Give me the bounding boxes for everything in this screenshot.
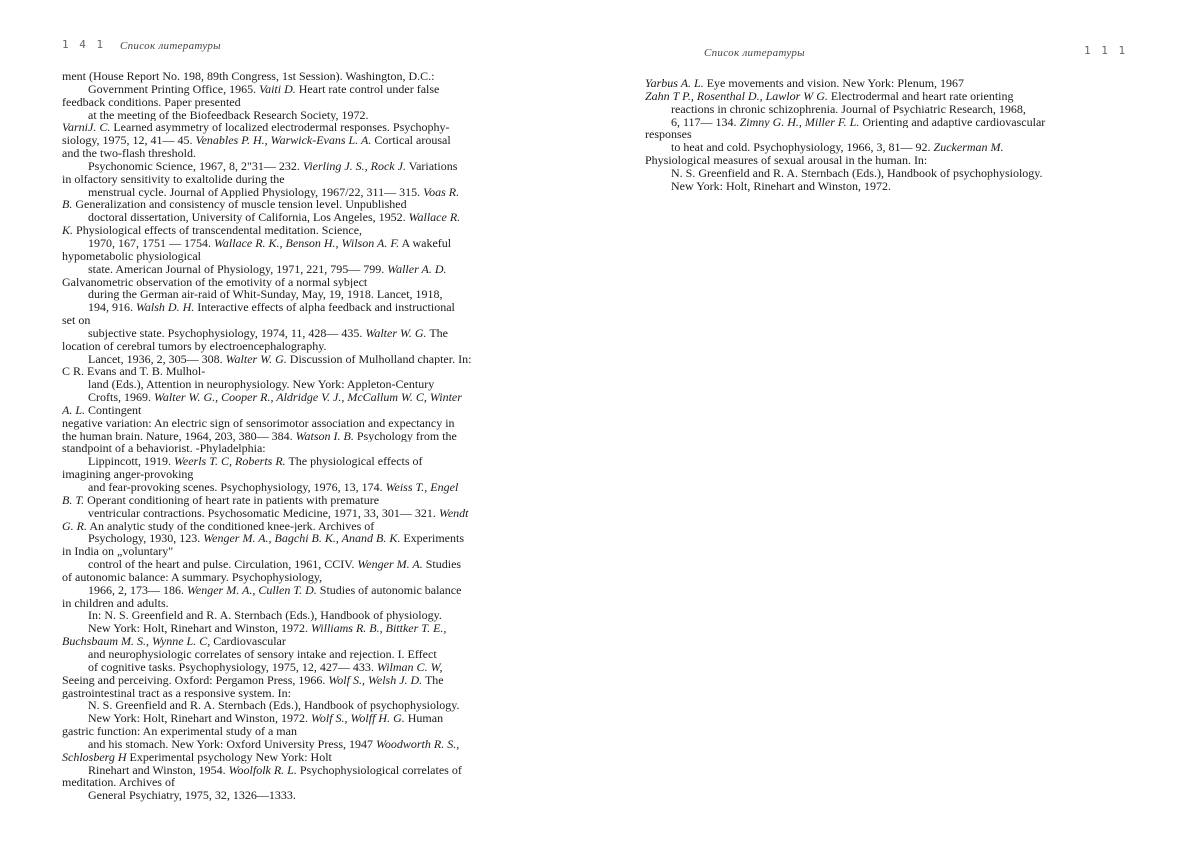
reference-text: Electrodermal and heart rate orienting [827, 89, 1014, 103]
reference-text: location of cerebral tumors by electroencephalography. [62, 339, 327, 353]
reference-line [645, 128, 1115, 141]
reference-text: 6, 117— 134. [671, 115, 740, 129]
author-names: G. R. [62, 519, 87, 533]
reference-line [62, 609, 522, 622]
reference-line [62, 109, 522, 122]
reference-line [62, 661, 522, 674]
reference-text: siology, 1975, 12, 41— 45. [62, 134, 196, 148]
reference-text: Psychology, 1930, 123. [88, 532, 204, 546]
reference-text: of autonomic balance: A summary. Psychophysiology, [62, 570, 323, 584]
reference-line [645, 154, 1115, 167]
reference-line [62, 584, 522, 597]
reference-text: Government Printing Office, 1965. [88, 82, 260, 96]
reference-line [62, 301, 522, 314]
reference-line [645, 77, 1115, 90]
reference-line [62, 327, 522, 340]
reference-text: standpoint of a behaviorist. -Phyladelphia: [62, 442, 266, 456]
reference-text: hypometabolic physiological [62, 249, 201, 263]
reference-line [62, 789, 522, 802]
reference-text: A wakeful [399, 236, 452, 250]
author-names: Venables P. H., Warwick-Evans L. A. [195, 134, 372, 148]
author-names: Voas R. [423, 185, 460, 199]
author-names: Wallace R. K., Benson H., Wilson A. F. [214, 236, 400, 250]
reference-text: 1966, 2, 173— 186. [88, 583, 187, 597]
reference-text: The physiological effects of [285, 455, 423, 469]
reference-line [62, 597, 522, 610]
reference-line [62, 147, 522, 160]
reference-text: and fear-provoking scenes. Psychophysiology, 1976, 13, 174. [88, 481, 386, 494]
reference-text: C R. Evans and T. B. Mulhol- [62, 365, 206, 379]
reference-line [62, 545, 522, 558]
reference-text: Interactive effects of alpha feedback and instructional [194, 301, 455, 315]
author-names: Schlosberg H [62, 750, 127, 764]
reference-text: doctoral dissertation, University of California, Los Angeles, 1952. [88, 211, 409, 225]
reference-line [62, 674, 522, 687]
reference-line [62, 134, 522, 147]
reference-line [62, 751, 522, 764]
right-bibliography [645, 77, 1115, 193]
author-names: Walter W. G. [225, 352, 287, 366]
author-names: Buchsbaum M. S., Wynne L. C, [62, 635, 211, 648]
author-names: Vaiti D. [259, 82, 296, 96]
reference-text: Cardiovascular [210, 635, 286, 648]
reference-text: Psychonomic Science, 1967, 8, 2"31— 232. [88, 159, 303, 173]
reference-line [62, 224, 522, 237]
reference-line [645, 141, 1115, 154]
reference-text: Experiments [400, 532, 464, 546]
author-names: Yarbus A. L. [645, 77, 704, 90]
reference-line [62, 314, 522, 327]
reference-text: and his stomach. New York: Oxford University Press, 1947 [88, 737, 376, 751]
reference-line [62, 404, 522, 417]
reference-text: during the German air-raid of Whit-Sunday, May, 19, 1918. Lancet, 1918, [88, 288, 443, 302]
reference-text: New York: Holt, Rinehart and Winston, 1972. [671, 179, 891, 193]
reference-text: Cortical arousal [371, 134, 451, 148]
reference-text: Operant conditioning of heart rate in patients with premature [84, 493, 380, 507]
reference-text: of cognitive tasks. Psychophysiology, 1975, 12, 427— 433. [88, 660, 377, 674]
reference-line [62, 186, 522, 199]
reference-text: menstrual cycle. Journal of Applied Physiology, 1967/22, 311— 315. [88, 185, 424, 199]
reference-line [62, 430, 522, 443]
left-page-number: 1 4 1 [62, 38, 106, 51]
reference-line [62, 173, 522, 186]
author-names: Woodworth R. S., [375, 737, 460, 751]
reference-line [62, 417, 522, 430]
author-names: Zimny G. H., Miller F. L. [739, 115, 860, 129]
reference-line [62, 725, 522, 738]
reference-text: An analytic study of the conditioned knee-jerk. Archives of [87, 519, 375, 533]
reference-text: The [422, 673, 444, 687]
author-names: Zuckerman M. [933, 141, 1004, 155]
reference-text: ment (House Report No. 198, 89th Congress, 1st Session). Washington, D.C.: [62, 70, 435, 83]
reference-text: subjective state. Psychophysiology, 1974, 11, 428— 435. [88, 326, 366, 340]
author-names: Vierling J. S., Rock J. [302, 159, 406, 173]
author-names: Weiss T., Engel [385, 481, 459, 494]
reference-text: The [426, 326, 449, 340]
author-names: Wolf S., Welsh J. D. [328, 673, 423, 687]
author-names: VarniJ. C. [62, 121, 111, 135]
reference-text: Crofts, 1969. [88, 391, 154, 404]
reference-text: Heart rate control under false [295, 82, 440, 96]
reference-text: gastric function: An experimental study of a man [62, 725, 297, 738]
reference-text: Psychology from the [353, 429, 457, 443]
reference-text: state. American Journal of Physiology, 1971, 221, 795— 799. [88, 262, 388, 276]
reference-line [62, 648, 522, 661]
reference-text: General Psychiatry, 1975, 32, 1326—1333. [88, 789, 296, 803]
reference-text: negative variation: An electric sign of sensorimotor association and expectancy in [62, 416, 455, 430]
reference-text: Variations [405, 159, 458, 173]
reference-text: imagining anger-provoking [62, 468, 194, 481]
author-names: Walsh D. H. [136, 301, 195, 315]
reference-line [62, 738, 522, 751]
reference-text: Galvanometric observation of the emotivity of a normal sybject [62, 275, 368, 289]
author-names: Woolfolk R. L. [228, 763, 297, 777]
reference-line [645, 180, 1115, 193]
reference-text: Studies of autonomic balance [316, 583, 462, 597]
reference-line [62, 263, 522, 276]
author-names: Walter W. G. [365, 326, 427, 340]
reference-line [62, 198, 522, 211]
reference-line [62, 211, 522, 224]
reference-text: set on [62, 314, 91, 327]
reference-line [62, 494, 522, 507]
reference-text: N. S. Greenfield and R. A. Sternbach (Eds.), Handbook of psychophysiology. [671, 166, 1043, 180]
author-names: Wenger M. A. [357, 558, 423, 571]
reference-line [62, 507, 522, 520]
author-names: Watson I. B. [295, 429, 354, 443]
reference-line [62, 699, 522, 712]
author-names: K. [62, 224, 74, 237]
reference-line [62, 237, 522, 250]
reference-line [62, 83, 522, 96]
reference-text: meditation. Archives of [62, 776, 175, 790]
reference-text: Eye movements and vision. New York: Plenum, 1967 [703, 77, 965, 90]
right-page-number: 1 1 1 [1084, 44, 1128, 57]
reference-text: Contingent [85, 403, 142, 417]
reference-line [62, 532, 522, 545]
reference-text: Physiological effects of transcendental meditation. Science, [73, 224, 363, 237]
reference-text: Human [404, 712, 444, 726]
reference-line [62, 96, 522, 109]
reference-text: Discussion of Mulholland chapter. In: [286, 352, 472, 366]
reference-line [62, 160, 522, 173]
reference-text: Psychophysiological correlates of [296, 763, 462, 777]
reference-text: 194, 916. [88, 301, 136, 315]
reference-text: In: N. S. Greenfield and R. A. Sternbach (Eds.), Handbook of physiology. [88, 609, 442, 623]
reference-text: Learned asymmetry of localized electrodermal responses. Psychophy- [110, 121, 450, 135]
author-names: B. [62, 198, 73, 212]
reference-text: New York: Holt, Rinehart and Winston, 1972. [88, 712, 311, 726]
reference-line [62, 520, 522, 533]
reference-text: responses [645, 128, 692, 142]
left-running-head: Список литературы [120, 40, 221, 52]
author-names: Weerls T. C, Roberts R. [174, 455, 286, 469]
reference-line [62, 687, 522, 700]
reference-line [62, 481, 522, 494]
reference-line [62, 378, 522, 391]
reference-text: Seeing and perceiving. Oxford: Pergamon Press, 1966. [62, 673, 329, 687]
reference-line [62, 340, 522, 353]
author-names: Wolf S., Wolff H. G. [310, 712, 405, 726]
reference-line [62, 776, 522, 789]
reference-text: the human brain. Nature, 1964, 203, 380— 384. [62, 429, 296, 443]
reference-text: Lancet, 1936, 2, 305— 308. [88, 352, 226, 366]
reference-text: Orienting and adaptive cardiovascular [859, 115, 1046, 129]
reference-text: Generalization and consistency of muscle tension level. Unpublished [72, 198, 407, 212]
author-names: Walter W. G., Cooper R., Aldridge V. J., McCallum W. C, Winter [154, 391, 462, 404]
reference-text: gastrointestinal tract as a responsive system. In: [62, 686, 291, 700]
reference-text: at the meeting of the Biofeedback Research Society, 1972. [88, 108, 369, 122]
author-names: Waller A. D. [387, 262, 447, 276]
reference-line [62, 571, 522, 584]
reference-text: Experimental psychology New York: Holt [126, 750, 332, 764]
reference-text: New York: Holt, Rinehart and Winston, 1972. [88, 622, 311, 636]
reference-text: 1970, 167, 1751 — 1754. [88, 236, 214, 250]
right-running-head: Список литературы [704, 47, 805, 59]
reference-line [645, 90, 1115, 103]
reference-line [62, 391, 522, 404]
reference-line [62, 121, 522, 134]
reference-text: reactions in chronic schizophrenia. Journal of Psychiatric Research, 1968, [671, 102, 1026, 116]
reference-text: Studies [422, 558, 462, 571]
reference-line [62, 468, 522, 481]
reference-line [62, 622, 522, 635]
reference-text: control of the heart and pulse. Circulation, 1961, CCIV. [88, 558, 358, 571]
reference-line [645, 116, 1115, 129]
author-names: Wallace R. [408, 211, 461, 225]
author-names: Williams R. B., Bittker T. E., [310, 622, 447, 636]
author-names: Wendt [438, 506, 469, 520]
reference-text: ventricular contractions. Psychosomatic Medicine, 1971, 33, 301— 321. [88, 506, 439, 520]
reference-text: to heat and cold. Psychophysiology, 1966, 3, 81— 92. [671, 141, 934, 155]
reference-line [62, 764, 522, 777]
reference-text: feedback conditions. Paper presented [62, 95, 241, 109]
reference-line [62, 442, 522, 455]
reference-line [62, 288, 522, 301]
author-names: Wenger M. A., Bagchi B. K., Anand B. K. [203, 532, 401, 546]
reference-line [62, 70, 522, 83]
author-names: A. L. [62, 403, 86, 417]
left-bibliography [62, 70, 522, 802]
reference-text: and the two-flash threshold. [62, 147, 196, 160]
reference-text: land (Eds.), Attention in neurophysiology. New York: Appleton-Century [88, 378, 435, 392]
reference-line [62, 635, 522, 648]
reference-line [62, 365, 522, 378]
reference-line [62, 712, 522, 725]
reference-text: Rinehart and Winston, 1954. [88, 763, 229, 777]
reference-text: in children and adults. [62, 596, 169, 610]
reference-text: N. S. Greenfield and R. A. Sternbach (Eds.), Handbook of psychophysiology. [88, 699, 460, 713]
reference-line [645, 167, 1115, 180]
reference-line [62, 250, 522, 263]
reference-text: Lippincott, 1919. [88, 455, 174, 469]
reference-line [62, 353, 522, 366]
reference-line [645, 103, 1115, 116]
reference-text: Physiological measures of sexual arousal in the human. In: [645, 154, 928, 167]
reference-line [62, 558, 522, 571]
author-names: Zahn T P., Rosenthal D., Lawlor W G. [645, 89, 828, 103]
reference-line [62, 455, 522, 468]
reference-text: and neurophysiologic correlates of sensory intake and rejection. I. Effect [88, 647, 437, 661]
author-names: Wenger M. A., Cullen T. D. [187, 583, 317, 597]
author-names: B. T. [62, 493, 85, 507]
right-page [600, 0, 1200, 849]
author-names: Wilman C. W, [376, 660, 443, 674]
reference-text: in olfactory sensitivity to exaltolide during the [62, 172, 285, 186]
reference-line [62, 276, 522, 289]
reference-text: in India on „voluntary" [62, 545, 174, 559]
